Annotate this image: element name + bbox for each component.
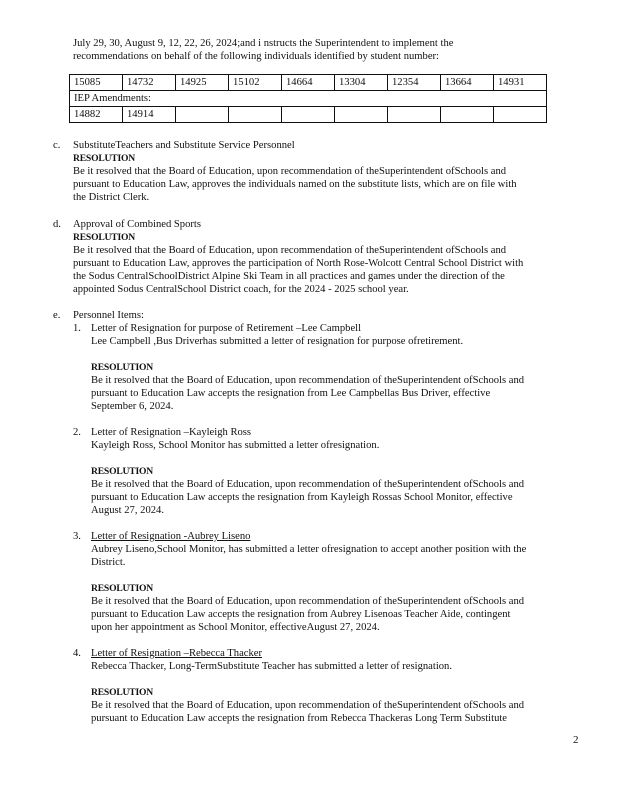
table-cell: 14882 xyxy=(70,107,123,123)
table-cell xyxy=(229,107,282,123)
resolution-label: RESOLUTION xyxy=(73,232,135,243)
resolution-line: September 6, 2024. xyxy=(91,401,174,412)
intro-paragraph xyxy=(73,37,553,63)
section-personnel-items xyxy=(53,309,553,322)
intro-line: July 29, 30, August 9, 12, 22, 26, 2024;and i nstructs the Superintendent to implement the xyxy=(73,38,454,49)
item-number: 4. xyxy=(73,648,81,659)
section-title: Approval of Combined Sports xyxy=(73,219,201,230)
item-description: Aubrey Liseno,School Monitor, has submitted a letter ofresignation to accept another position with the xyxy=(91,544,527,555)
section-title: Personnel Items: xyxy=(73,310,144,321)
table-cell: 14732 xyxy=(123,75,176,91)
item-title: Letter of Resignation –Rebecca Thacker xyxy=(91,648,262,659)
personnel-item-3 xyxy=(73,530,553,634)
resolution-line: Be it resolved that the Board of Education, upon recommendation of theSuperintendent ofSchools and xyxy=(91,375,525,386)
resolution-line: Be it resolved that the Board of Education, upon recommendation of theSuperintendent ofSchools and xyxy=(91,700,525,711)
table-cell: 14925 xyxy=(176,75,229,91)
section-title: SubstituteTeachers and Substitute Service Personnel xyxy=(73,140,295,151)
resolution-line: Be it resolved that the Board of Education, upon recommendation of theSuperintendent ofSchools and xyxy=(91,596,525,607)
resolution-line: Be it resolved that the Board of Education, upon recommendation of theSuperintendent ofSchools and xyxy=(73,245,507,256)
page-number: 2 xyxy=(573,734,579,746)
section-combined-sports xyxy=(53,218,553,296)
resolution-line: pursuant to Education Law, approves the participation of North Rose-Wolcott Central School District with xyxy=(73,258,524,269)
table-cell: 13664 xyxy=(441,75,494,91)
iep-amendments-label: IEP Amendments: xyxy=(70,91,547,107)
item-description: Lee Campbell ,Bus Driverhas submitted a letter of resignation for purpose ofretirement. xyxy=(91,336,464,347)
table-cell: 15085 xyxy=(70,75,123,91)
table-cell xyxy=(388,107,441,123)
table-row xyxy=(70,107,547,123)
resolution-label: RESOLUTION xyxy=(91,583,153,594)
table-row xyxy=(70,91,547,107)
resolution-line: the District Clerk. xyxy=(73,192,150,203)
item-title: Letter of Resignation –Kayleigh Ross xyxy=(91,427,252,438)
resolution-line: upon her appointment as School Monitor, effectiveAugust 27, 2024. xyxy=(91,622,380,633)
item-description: Kayleigh Ross, School Monitor has submitted a letter ofresignation. xyxy=(91,440,380,451)
resolution-line: pursuant to Education Law accepts the resignation from Kayleigh Rossas School Monitor, effective xyxy=(91,492,513,503)
section-substitute-teachers xyxy=(53,139,553,204)
section-marker: d. xyxy=(53,219,61,230)
table-cell: 15102 xyxy=(229,75,282,91)
resolution-label: RESOLUTION xyxy=(91,362,153,373)
table-cell xyxy=(441,107,494,123)
resolution-line: the Sodus CentralSchoolDistrict Alpine Ski Team in all practices and games under the direction of the xyxy=(73,271,505,282)
table-cell: 14931 xyxy=(494,75,547,91)
table-cell xyxy=(176,107,229,123)
personnel-item-2 xyxy=(73,426,553,517)
item-title: Letter of Resignation for purpose of Retirement –Lee Campbell xyxy=(91,323,362,334)
table-cell xyxy=(494,107,547,123)
personnel-item-1 xyxy=(73,322,553,413)
item-description: Rebecca Thacker, Long-TermSubstitute Teacher has submitted a letter of resignation. xyxy=(91,661,452,672)
resolution-line: pursuant to Education Law accepts the resignation from Lee Campbellas Bus Driver, effective xyxy=(91,388,491,399)
table-cell: 14914 xyxy=(123,107,176,123)
item-title: Letter of Resignation -Aubrey Liseno xyxy=(91,531,251,542)
resolution-line: appointed Sodus CentralSchool District coach, for the 2024 - 2025 school year. xyxy=(73,284,409,295)
resolution-line: pursuant to Education Law accepts the resignation from Aubrey Lisenoas Teacher Aide, contingent xyxy=(91,609,511,620)
section-marker: e. xyxy=(53,310,61,321)
table-cell: 12354 xyxy=(388,75,441,91)
student-number-table xyxy=(69,74,547,123)
table-cell: 14664 xyxy=(282,75,335,91)
resolution-line: Be it resolved that the Board of Education, upon recommendation of theSuperintendent ofSchools and xyxy=(91,479,525,490)
item-number: 2. xyxy=(73,427,81,438)
section-marker: c. xyxy=(53,140,61,151)
table-cell xyxy=(282,107,335,123)
item-number: 1. xyxy=(73,323,81,334)
resolution-label: RESOLUTION xyxy=(91,466,153,477)
resolution-line: August 27, 2024. xyxy=(91,505,164,516)
personnel-item-4 xyxy=(73,647,553,725)
resolution-label: RESOLUTION xyxy=(73,153,135,164)
resolution-line: pursuant to Education Law, approves the individuals named on the substitute lists, which are on file with xyxy=(73,179,517,190)
resolution-line: Be it resolved that the Board of Education, upon recommendation of theSuperintendent ofSchools and xyxy=(73,166,507,177)
table-cell: 13304 xyxy=(335,75,388,91)
table-row xyxy=(70,75,547,91)
item-description: District. xyxy=(91,557,126,568)
resolution-label: RESOLUTION xyxy=(91,687,153,698)
intro-line: recommendations on behalf of the following individuals identified by student number: xyxy=(73,51,439,62)
table-cell xyxy=(335,107,388,123)
resolution-line: pursuant to Education Law accepts the resignation from Rebecca Thackeras Long Term Substitute xyxy=(91,713,508,724)
item-number: 3. xyxy=(73,531,81,542)
